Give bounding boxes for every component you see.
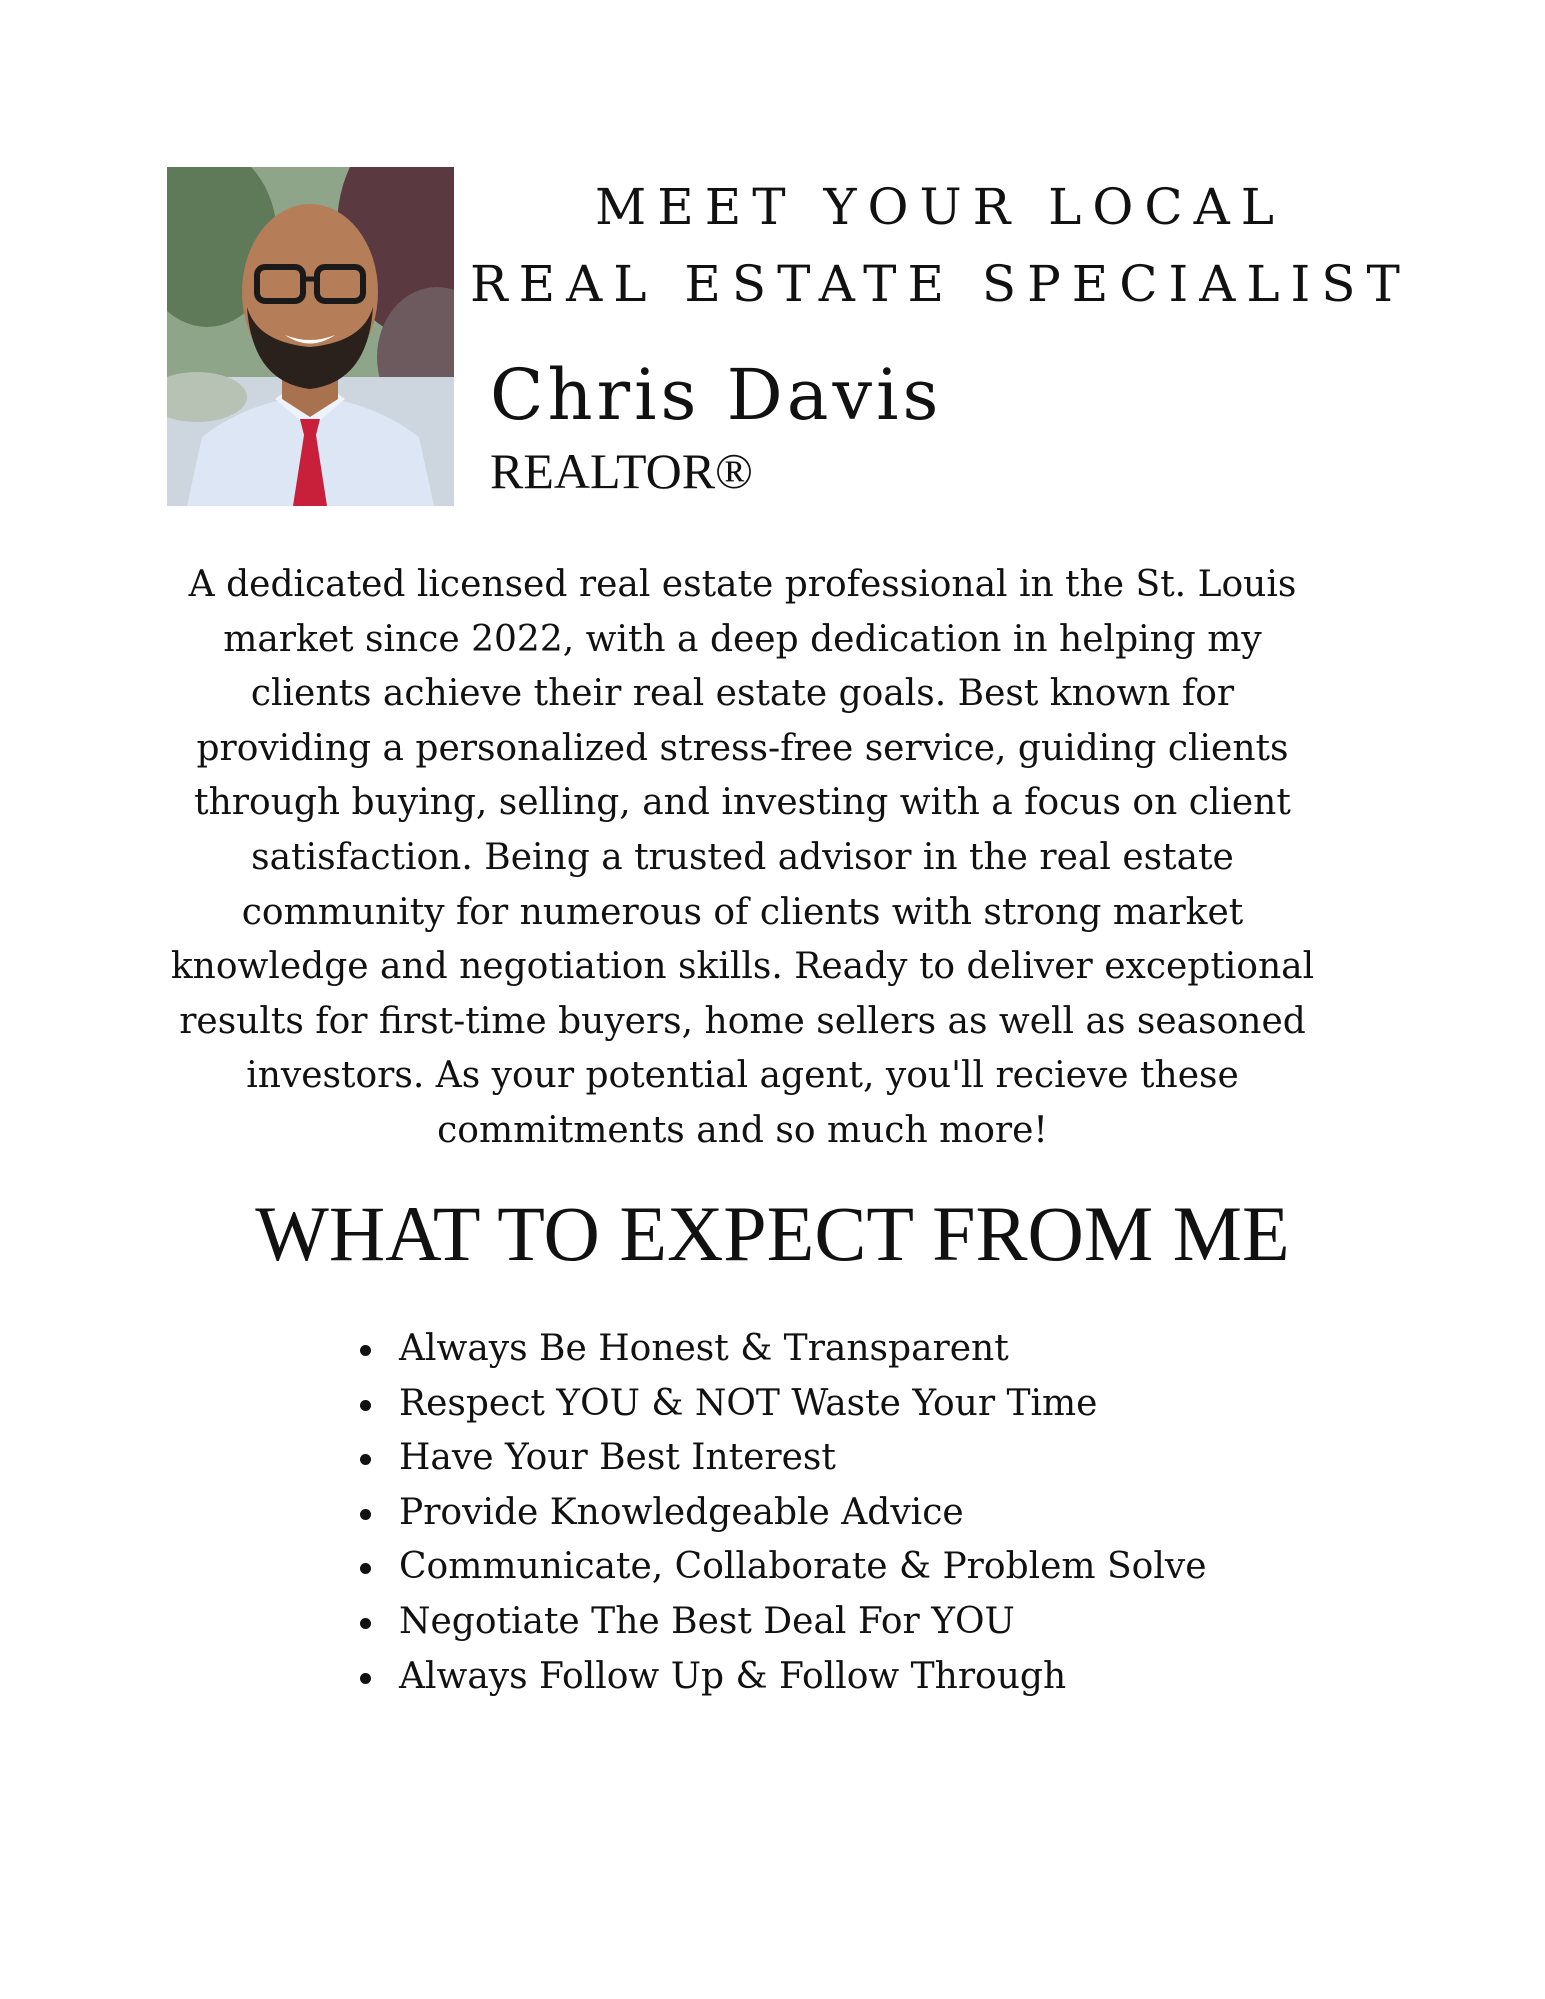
- list-item: [355, 1322, 1207, 1377]
- commitment-text: Communicate, Collaborate & Problem Solve: [399, 1546, 1207, 1588]
- agent-name: Chris Davis: [490, 354, 943, 436]
- bullet-icon: [360, 1345, 371, 1356]
- list-item: [355, 1650, 1207, 1705]
- list-item: [355, 1486, 1207, 1541]
- headline-line-2: REAL ESTATE SPECIALIST: [470, 255, 1411, 313]
- expectations-heading: WHAT TO EXPECT FROM ME: [255, 1190, 1290, 1277]
- commitment-text: Have Your Best Interest: [399, 1437, 836, 1479]
- commitment-text: Always Follow Up & Follow Through: [399, 1655, 1067, 1697]
- headline-line-1: MEET YOUR LOCAL: [595, 178, 1285, 236]
- agent-headshot-photo: [167, 167, 454, 506]
- commitment-text: Negotiate The Best Deal For YOU: [399, 1600, 1015, 1642]
- list-item: [355, 1431, 1207, 1486]
- bullet-icon: [360, 1509, 371, 1520]
- bullet-icon: [360, 1673, 371, 1684]
- agent-title: REALTOR®: [490, 443, 754, 499]
- commitments-list: [355, 1322, 1207, 1704]
- commitment-text: Provide Knowledgeable Advice: [399, 1491, 964, 1533]
- list-item: [355, 1540, 1207, 1595]
- bullet-icon: [360, 1400, 371, 1411]
- commitment-text: Always Be Honest & Transparent: [399, 1328, 1009, 1369]
- bullet-icon: [360, 1618, 371, 1629]
- list-item: [355, 1595, 1207, 1650]
- bullet-icon: [360, 1563, 371, 1574]
- commitment-text: Respect YOU & NOT Waste Your Time: [399, 1382, 1098, 1424]
- bullet-icon: [360, 1454, 371, 1465]
- list-item: [355, 1377, 1207, 1432]
- agent-bio: A dedicated licensed real estate professional in the St. Louis market since 2022, with a deep dedication in helping my clients achieve their real estate goals. Best known for providing a personalized stress-free service, guiding clients through buying, selling, and investing with a focus on client satisfaction. Being a trusted advisor in the real estate community for numerous of clients with strong market knowledge and negotiation skills. Ready to deliver exceptional results for first-time buyers, home sellers as well as seasoned investors. As your potential agent, you'll recieve these commitments and so much more!: [170, 564, 1315, 1151]
